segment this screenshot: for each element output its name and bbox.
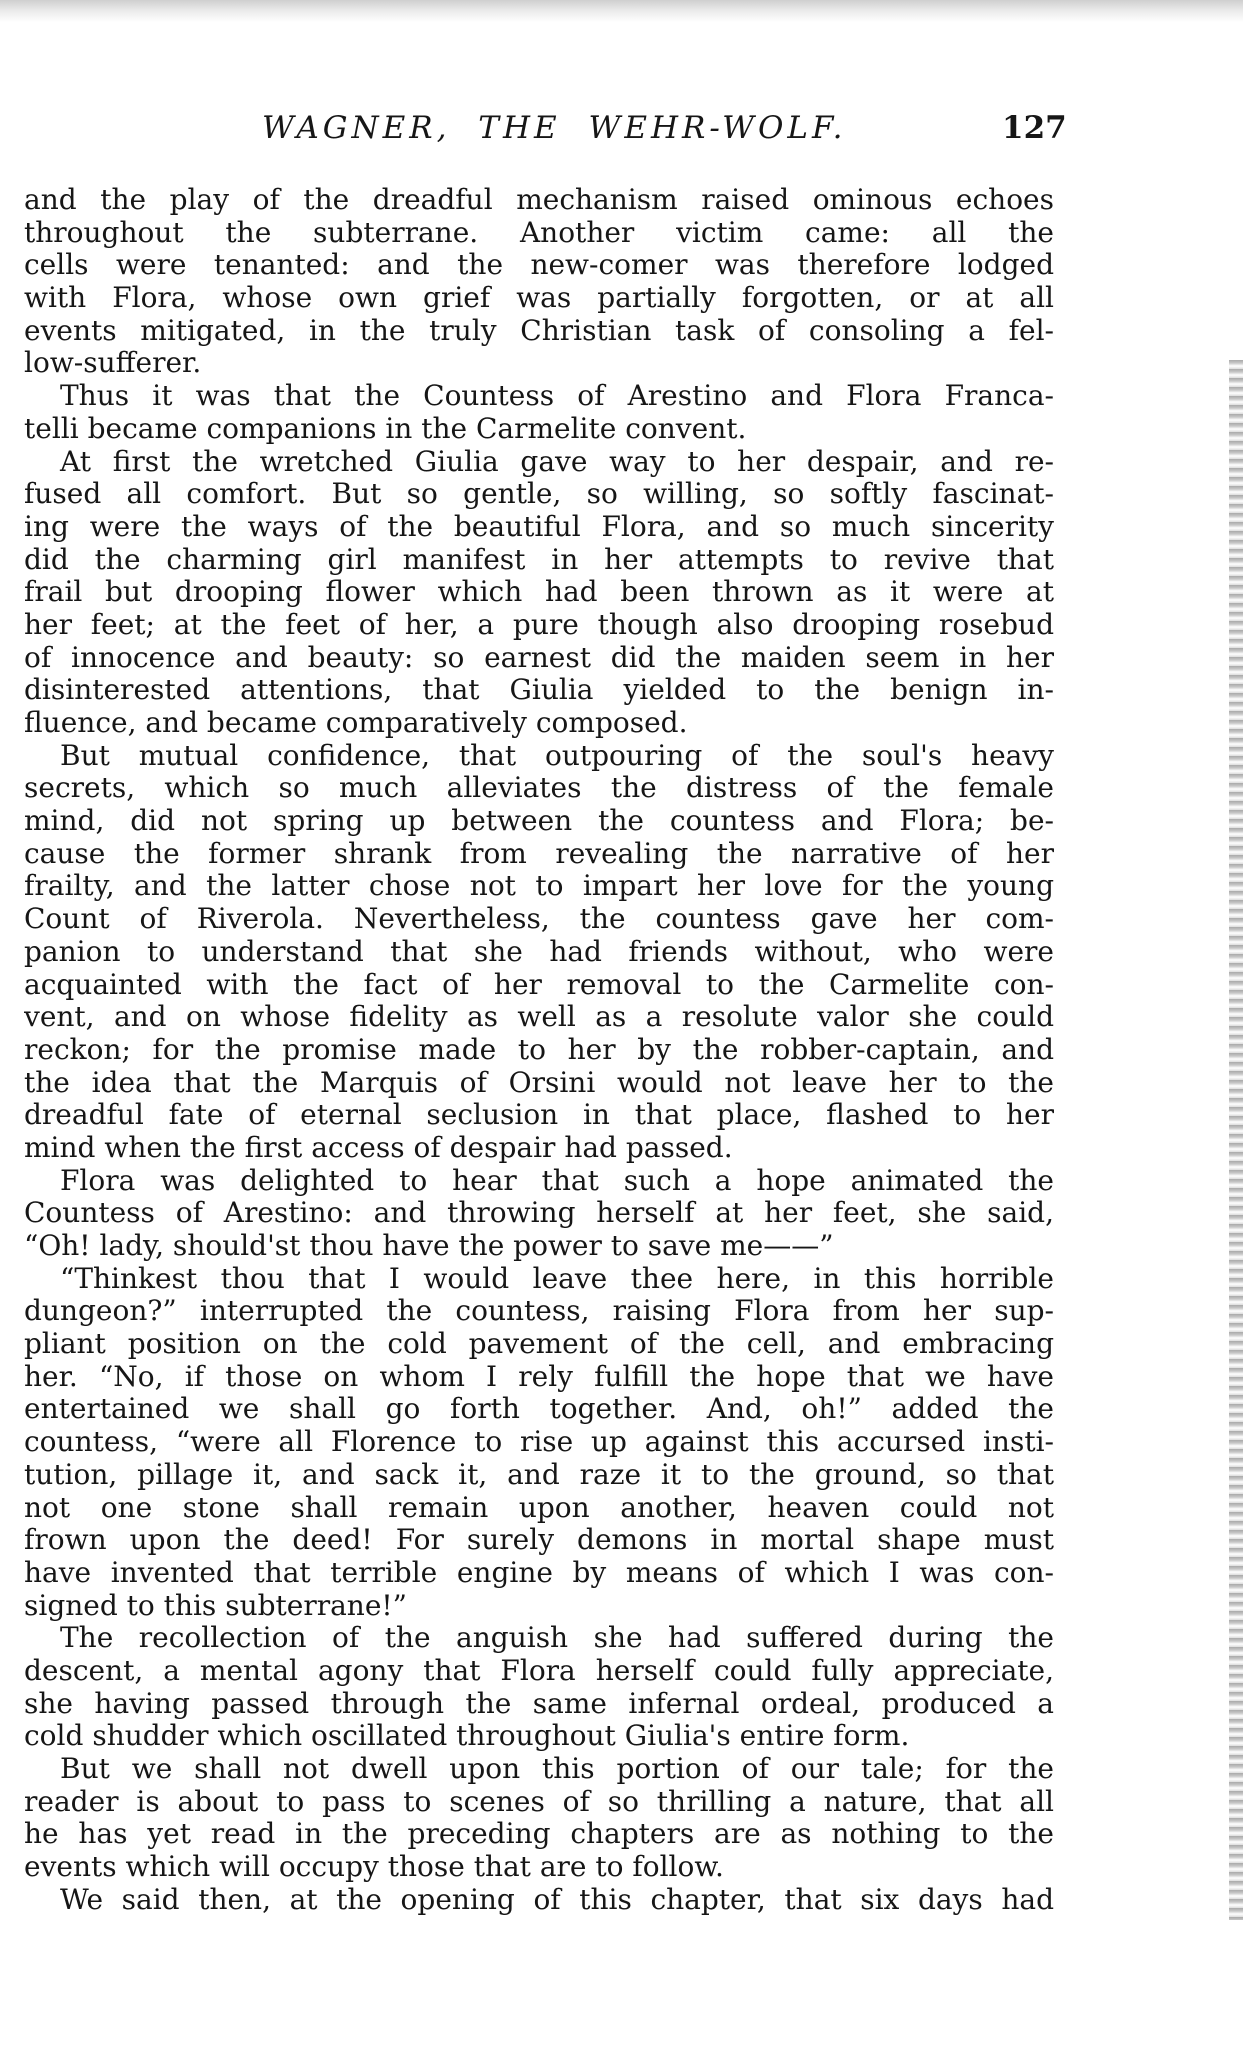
text-line: mind, did not spring up between the countess and Flora; be- xyxy=(24,805,1054,838)
text-line: her feet; at the feet of her, a pure though also drooping rosebud xyxy=(24,608,1054,641)
text-line: frown upon the deed! For surely demons in mortal shape must xyxy=(24,1524,1054,1557)
text-line: tution, pillage it, and sack it, and raze it to the ground, so that xyxy=(24,1458,1054,1491)
text-line: her. “No, if those on whom I rely fulfill the hope that we have xyxy=(24,1360,1054,1393)
text-line: “Oh! lady, should'st thou have the power to save me——” xyxy=(24,1230,834,1262)
text-line: dungeon?” interrupted the countess, raising Flora from her sup- xyxy=(24,1295,1054,1328)
text-line: mind when the first access of despair had passed. xyxy=(24,1131,733,1164)
text-line: cold shudder which oscillated throughout Giulia's entire form. xyxy=(24,1720,910,1753)
text-line: he has yet read in the preceding chapters are as nothing to the xyxy=(24,1818,1054,1851)
text-line: events mitigated, in the truly Christian task of consoling a fel- xyxy=(24,314,1054,347)
page-header xyxy=(0,110,1243,154)
text-line: fluence, and became comparatively composed. xyxy=(24,707,688,739)
text-line: fused all comfort. But so gentle, so willing, so softly fascinat- xyxy=(24,478,1054,511)
text-line: cause the former shrank from revealing the narrative of her xyxy=(24,837,1054,870)
text-line: secrets, which so much alleviates the distress of the female xyxy=(24,772,1054,805)
text-line: with Flora, whose own grief was partially forgotten, or at all xyxy=(24,282,1054,315)
text-line: signed to this subterrane!” xyxy=(24,1589,407,1622)
text-line: frail but drooping flower which had been thrown as it were at xyxy=(24,576,1054,609)
text-line: ing were the ways of the beautiful Flora, and so much sincerity xyxy=(24,510,1054,543)
text-line: of innocence and beauty: so earnest did the maiden seem in her xyxy=(24,641,1054,674)
text-line: Flora was delighted to hear that such a hope animated the xyxy=(60,1164,1054,1197)
text-line: she having passed through the same infernal ordeal, produced a xyxy=(24,1687,1054,1720)
text-line: dreadful fate of eternal seclusion in that place, flashed to her xyxy=(24,1099,1054,1132)
text-line: Thus it was that the Countess of Arestino and Flora Franca- xyxy=(60,380,1054,413)
body-text xyxy=(24,184,1054,1916)
text-line: pliant position on the cold pavement of the cell, and embracing xyxy=(24,1328,1054,1361)
text-line: We said then, at the opening of this chapter, that six days had xyxy=(60,1883,1054,1916)
text-line: The recollection of the anguish she had suffered during the xyxy=(60,1622,1054,1655)
text-line: vent, and on whose fidelity as well as a resolute valor she could xyxy=(24,1001,1054,1034)
text-line: But mutual confidence, that outpouring of the soul's heavy xyxy=(60,739,1054,772)
text-line: did the charming girl manifest in her attempts to revive that xyxy=(24,543,1054,576)
text-line: But we shall not dwell upon this portion of our tale; for the xyxy=(60,1753,1054,1785)
text-line: not one stone shall remain upon another, heaven could not xyxy=(24,1491,1054,1524)
text-line: reader is about to pass to scenes of so thrilling a nature, that all xyxy=(24,1785,1054,1818)
page-right-edge xyxy=(1229,360,1243,1920)
text-line: Count of Riverola. Nevertheless, the countess gave her com- xyxy=(24,903,1054,936)
text-line: throughout the subterrane. Another victim came: all the xyxy=(24,216,1054,249)
text-line: frailty, and the latter chose not to impart her love for the young xyxy=(24,870,1054,903)
page-top-edge xyxy=(0,0,1243,22)
text-line: reckon; for the promise made to her by the robber-captain, and xyxy=(24,1033,1054,1066)
text-line: At first the wretched Giulia gave way to her despair, and re- xyxy=(60,445,1054,478)
text-line: the idea that the Marquis of Orsini would not leave her to the xyxy=(24,1066,1054,1099)
text-line: events which will occupy those that are to follow. xyxy=(24,1851,724,1884)
text-line: and the play of the dreadful mechanism raised ominous echoes xyxy=(24,184,1054,216)
text-line: cells were tenanted: and the new-comer was therefore lodged xyxy=(24,249,1054,282)
text-line: telli became companions in the Carmelite convent. xyxy=(24,412,747,445)
text-line: panion to understand that she had friends without, who were xyxy=(24,935,1054,968)
text-line: disinterested attentions, that Giulia yielded to the benign in- xyxy=(24,674,1054,707)
text-line: countess, “were all Florence to rise up against this accursed insti- xyxy=(24,1426,1054,1459)
text-line: low-sufferer. xyxy=(24,347,202,380)
text-line: descent, a mental agony that Flora herself could fully appreciate, xyxy=(24,1654,1054,1687)
text-line: Countess of Arestino: and throwing herself at her feet, she said, xyxy=(24,1197,1054,1230)
page-number: 127 xyxy=(1002,110,1067,146)
text-line: “Thinkest thou that I would leave thee here, in this horrible xyxy=(60,1262,1054,1295)
running-title: WAGNER, THE WEHR-WOLF. xyxy=(262,110,847,146)
text-line: entertained we shall go forth together. And, oh!” added the xyxy=(24,1393,1054,1426)
text-line: have invented that terrible engine by means of which I was con- xyxy=(24,1556,1054,1589)
text-line: acquainted with the fact of her removal to the Carmelite con- xyxy=(24,968,1054,1001)
